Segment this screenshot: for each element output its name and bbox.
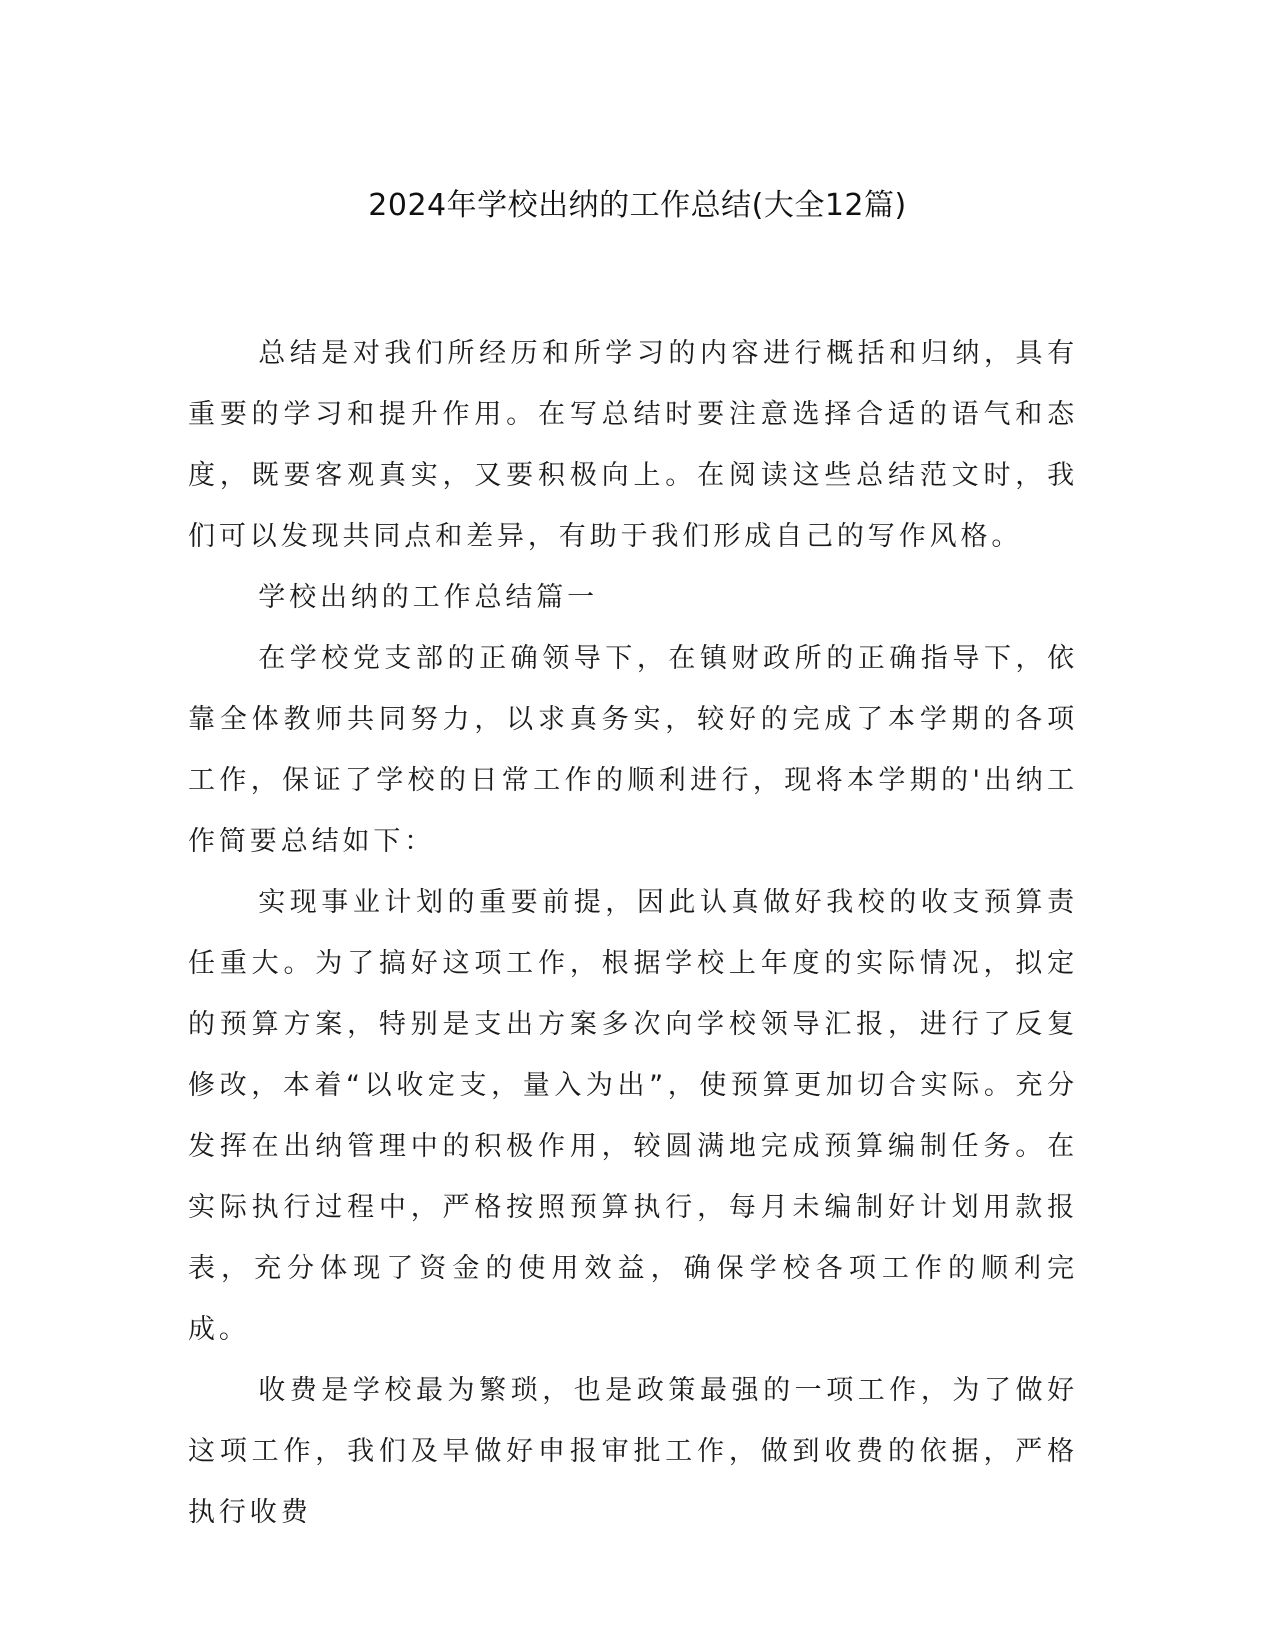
document-title: 2024年学校出纳的工作总结(大全12篇) [368,188,907,223]
paragraph-overview: 在学校党支部的正确领导下，在镇财政所的正确指导下，依靠全体教师共同努力，以求真务实，较好的完成了本学期的各项工作，保证了学校的日常工作的顺利进行，现将本学期的'出纳工作简要总结如下： [188,643,1078,857]
paragraph-fees: 收费是学校最为繁琐，也是政策最强的一项工作，为了做好这项工作，我们及早做好申报审批工作，做到收费的依据，严格执行收费 [188,1375,1078,1528]
paragraph-budget: 实现事业计划的重要前提，因此认真做好我校的收支预算责任重大。为了搞好这项工作，根据学校上年度的实际情况，拟定的预算方案，特别是支出方案多次向学校领导汇报，进行了反复修改，本着“以收定支，量入为出”，使预算更加切合实际。充分发挥在出纳管理中的积极作用，较圆满地完成预算编制任务。在实际执行过程中，严格按照预算执行，每月未编制好计划用款报表，充分体现了资金的使用效益，确保学校各项工作的顺利完成。 [188,887,1078,1345]
document-body [188,323,1078,1543]
paragraph-intro: 总结是对我们所经历和所学习的内容进行概括和归纳，具有重要的学习和提升作用。在写总结时要注意选择合适的语气和态度，既要客观真实，又要积极向上。在阅读这些总结范文时，我们可以发现共同点和差异，有助于我们形成自己的写作风格。 [188,338,1078,552]
section-heading-part-one: 学校出纳的工作总结篇一 [258,582,599,613]
